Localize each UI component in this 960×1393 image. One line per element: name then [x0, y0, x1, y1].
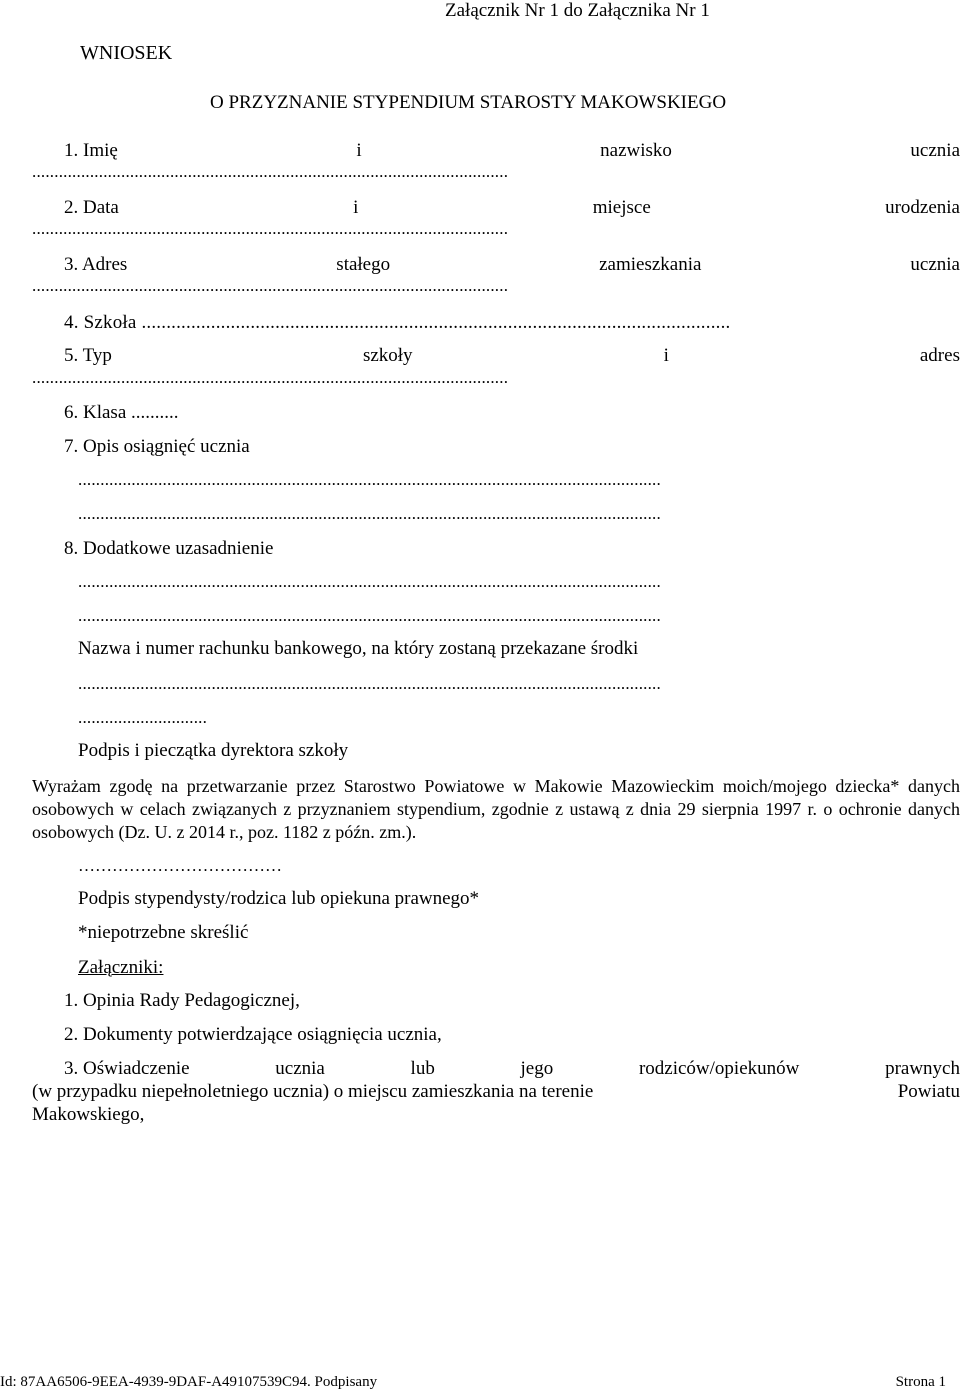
field-school-type-input[interactable]: ........................................................................................................... — [32, 368, 509, 387]
director-signature-label: Podpis i pieczątka dyrektora szkoły — [78, 740, 349, 761]
field-achievements-line-1[interactable]: ................................................................................................................................... — [78, 470, 661, 489]
field-justification-label: 8. Dodatkowe uzasadnienie — [64, 538, 274, 559]
consent-text: Wyrażam zgodę na przetwarzanie przez Starostwo Powiatowe w Makowie Mazowieckim moich/mojego dziecka* danych osobowych w celach związanych z przyznaniem stypendium, zgodnie z ustawą z dnia 29 sierpnia 1997 r. o ochronie danych osobowych (Dz. U. z 2014 r., poz. 1182 z późn. zm.). — [32, 776, 960, 842]
field-class[interactable]: 6. Klasa .......... — [64, 402, 179, 423]
field-name-input[interactable]: ........................................................................................................... — [32, 162, 509, 181]
attachment-item-2: 2. Dokumenty potwierdzające osiągnięcia ucznia, — [64, 1024, 442, 1045]
attachment-item-3: 3. Oświadczenie ucznia lub jego rodziców/opiekunów prawnych — [64, 1058, 960, 1079]
field-address-label: 3. Adres stałego zamieszkania ucznia — [64, 254, 960, 275]
strike-note: *niepotrzebne skreślić — [78, 922, 249, 943]
consent-signature-label: Podpis stypendysty/rodzica lub opiekuna prawnego* — [78, 888, 480, 909]
field-achievements-line-2[interactable]: ................................................................................................................................... — [78, 504, 661, 523]
bank-account-label: Nazwa i numer rachunku bankowego, na który zostaną przekazane środki — [78, 638, 639, 659]
consent-signature-dots[interactable]: ……………………………… — [78, 856, 282, 875]
field-birth-label: 2. Data i miejsce urodzenia — [64, 197, 960, 218]
attachment-item-1: 1. Opinia Rady Pedagogicznej, — [64, 990, 300, 1011]
field-name-label: 1. Imię i nazwisko ucznia — [64, 140, 960, 161]
field-justification-line-1[interactable]: ................................................................................................................................... — [78, 572, 661, 591]
form-title: WNIOSEK — [80, 42, 173, 64]
field-birth-input[interactable]: ........................................................................................................... — [32, 219, 509, 238]
annex-label: Załącznik Nr 1 do Załącznika Nr 1 — [445, 0, 710, 21]
field-achievements-label: 7. Opis osiągnięć ucznia — [64, 436, 250, 457]
attachment-item-3-line-3: Makowskiego, — [32, 1104, 145, 1125]
field-school-type-label: 5. Typ szkoły i adres — [64, 345, 960, 366]
footer-document-id: Id: 87AA6506-9EEA-4939-9DAF-A49107539C94. Podpisany — [0, 1374, 378, 1390]
form-subtitle: O PRZYZNANIE STYPENDIUM STAROSTY MAKOWSKIEGO — [210, 92, 727, 113]
footer-page-number: Strona 1 — [895, 1374, 946, 1390]
bank-account-line-2[interactable]: ............................. — [78, 708, 208, 727]
field-justification-line-2[interactable]: ................................................................................................................................... — [78, 606, 661, 625]
attachment-item-3-line-2: (w przypadku niepełnoletniego ucznia) o miejscu zamieszkania na terenie Powiatu — [32, 1081, 960, 1102]
attachments-title: Załączniki: — [78, 957, 164, 978]
bank-account-line-1[interactable]: ................................................................................................................................... — [78, 674, 661, 693]
field-school[interactable]: 4. Szkoła ....................................................................................................................... — [64, 312, 731, 333]
field-address-input[interactable]: ........................................................................................................... — [32, 276, 509, 295]
